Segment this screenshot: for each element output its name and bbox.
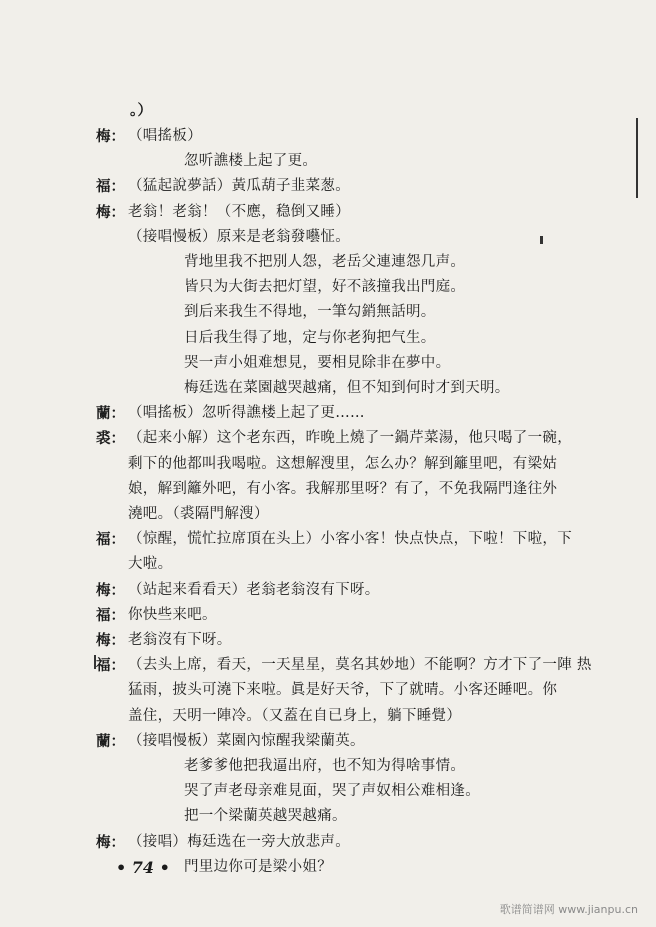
speaker-label: 梅： — [96, 632, 125, 649]
script-line — [0, 754, 656, 779]
speaker-label: 裘： — [96, 430, 125, 448]
script-line — [0, 477, 656, 502]
script-line — [0, 225, 656, 250]
script-line — [0, 552, 656, 577]
script-line — [0, 326, 656, 351]
script-line — [0, 804, 656, 829]
line-text: （接唱慢板）菜園內惊醒我梁蘭英。 — [128, 732, 365, 749]
script-line — [0, 502, 656, 527]
speaker-label: 蘭： — [96, 732, 125, 750]
line-text: 老翁！老翁！（不應，稳倒又睡） — [128, 203, 350, 220]
script-line — [0, 628, 656, 653]
margin-mark — [540, 236, 543, 244]
script-line — [0, 578, 656, 603]
top-line-text: 。） — [130, 102, 153, 119]
script-line — [0, 452, 656, 477]
script-line — [0, 527, 656, 552]
line-text: （接唱慢板）原来是老翁發囈怔。 — [128, 228, 350, 245]
line-text: 娘，解到籬外吧，有小客。我解那里呀？有了，不免我隔門逢往外 — [128, 480, 558, 497]
line-text: 盖住，天明一陣冷。（又蓋在自已身上，躺下睡覺） — [128, 707, 462, 724]
speaker-label: 福： — [96, 531, 125, 549]
line-text: 大啦。 — [128, 556, 173, 573]
line-text: （惊醒，慌忙拉席頂在头上）小客小客！快点快点，下啦！下啦，下 — [128, 531, 572, 548]
script-line — [0, 376, 656, 401]
line-text: （去头上席，看天，一天星星，莫名其妙地）不能啊？方才下了一陣 热 — [128, 657, 592, 674]
script-line — [0, 401, 656, 426]
script-line — [0, 855, 656, 880]
line-text: 皆只为大街去把灯望，好不該撞我出門庭。 — [184, 279, 466, 296]
line-text: （猛起說夢話）黃瓜葫子韭菜葱。 — [128, 178, 350, 195]
line-text: 猛雨，披头可澆下来啦。眞是好天爷，下了就晴。小客还睡吧。你 — [128, 682, 558, 699]
script-line — [0, 250, 656, 275]
line-text: 哭了声老母亲难見面，哭了声奴相公难相逢。 — [184, 783, 480, 800]
script-line — [0, 653, 656, 678]
script-line — [0, 830, 656, 855]
line-text: 老爹爹他把我逼出府，也不知为得啥事情。 — [184, 758, 466, 774]
line-text: 你快些来吧。 — [128, 606, 217, 623]
speaker-label: 梅： — [96, 581, 125, 599]
script-line — [0, 124, 656, 149]
script-line — [0, 275, 656, 300]
speaker-label: 蘭： — [96, 405, 125, 423]
line-text: 到后来我生不得地，一筆勾銷無話明。 — [184, 304, 436, 321]
script-line — [0, 704, 656, 729]
speaker-label: 梅： — [96, 203, 125, 221]
top-line — [0, 98, 656, 123]
line-text: 背地里我不把別人怨，老岳父連連怨几声。 — [184, 254, 466, 270]
line-text: （站起来看看天）老翁老翁沒有下呀。 — [128, 581, 380, 598]
script-line — [0, 174, 656, 199]
speaker-label: 梅： — [96, 128, 125, 145]
script-line — [0, 426, 656, 451]
line-text: 剩下的他都叫我喝啦。这想解溲里，怎么办？解到籬里吧，有梁姑 — [128, 455, 558, 472]
script-line — [0, 678, 656, 703]
script-line — [0, 200, 656, 225]
script-line — [0, 779, 656, 804]
line-text: 日后我生得了地，定与你老狗把气生。 — [184, 329, 436, 346]
line-text: （唱搖板） — [128, 128, 202, 144]
margin-mark — [94, 655, 96, 669]
speaker-label: 梅： — [96, 833, 125, 851]
line-text: 門里边你可是梁小姐？ — [184, 858, 332, 875]
speaker-label: 福： — [96, 178, 125, 196]
script-line — [0, 603, 656, 628]
script-line — [0, 729, 656, 754]
speaker-label: 福： — [96, 657, 125, 675]
script-line — [0, 149, 656, 174]
line-text: （唱搖板）忽听得譙楼上起了更…… — [128, 405, 365, 422]
line-text: 哭一声小姐难想見，要相見除非在夢中。 — [184, 354, 451, 371]
line-text: （接唱）梅廷选在一旁大放悲声。 — [128, 833, 350, 850]
page-number: • 74 • — [116, 858, 170, 877]
script-line — [0, 300, 656, 325]
script-line — [0, 351, 656, 376]
speaker-label: 福： — [96, 606, 125, 624]
margin-mark — [636, 118, 638, 198]
line-text: 忽听譙楼上起了更。 — [184, 153, 318, 170]
line-text: （起来小解）这个老东西，昨晚上燒了一鍋芹菜湯，他只喝了一碗， — [128, 430, 572, 447]
line-text: 澆吧。（裘隔門解溲） — [128, 506, 269, 522]
line-text: 老翁沒有下呀。 — [128, 632, 232, 648]
watermark-footer: 歌谱简谱网 www.jianpu.cn — [499, 903, 638, 916]
line-text: 把一个梁蘭英越哭越痛。 — [184, 808, 347, 825]
line-text: 梅廷选在菜園越哭越痛，但不知到何时才到天明。 — [184, 380, 510, 396]
